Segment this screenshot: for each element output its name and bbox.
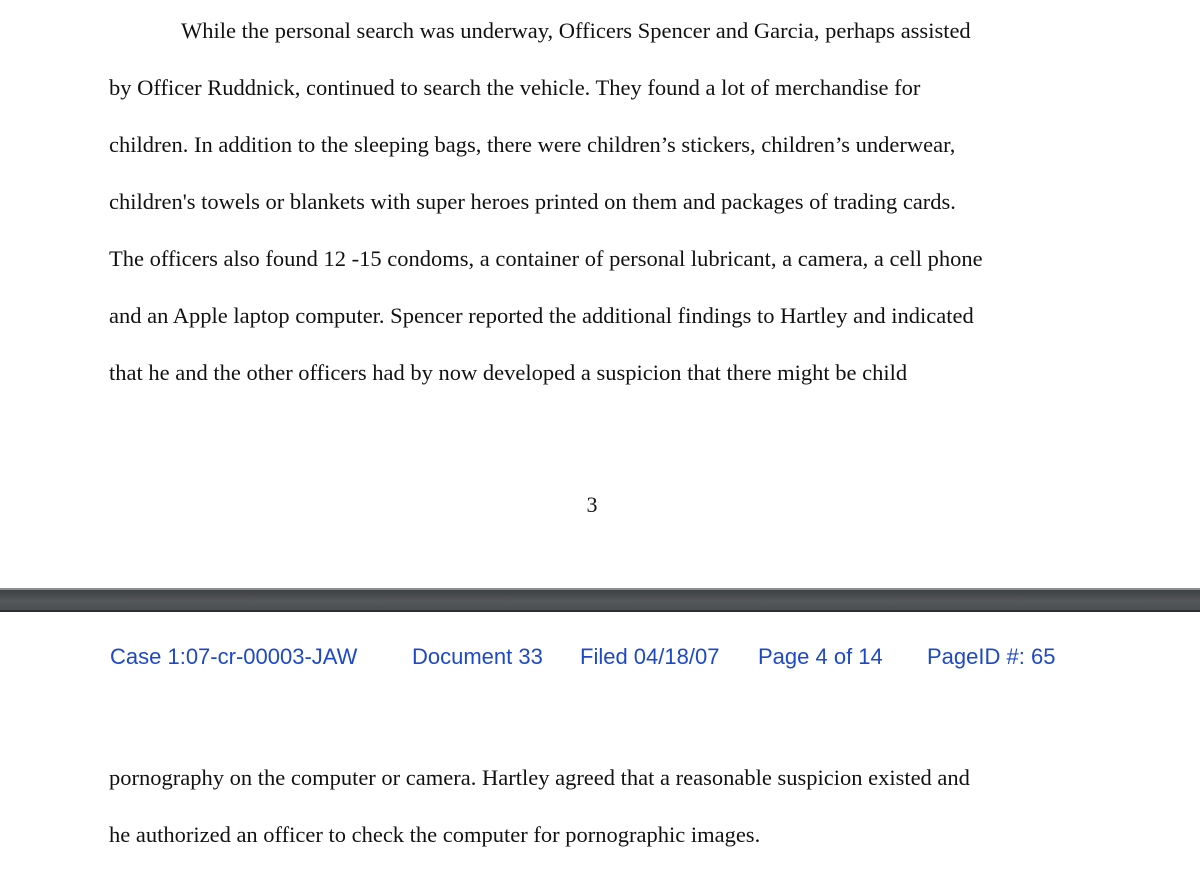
case-number: Case 1:07-cr-00003-JAW	[110, 644, 358, 669]
body-text-line: by Officer Ruddnick, continued to search the vehicle. They found a lot of merchandise for	[109, 75, 921, 100]
body-text-line: and an Apple laptop computer. Spencer reported the additional findings to Hartley and indicated	[109, 303, 974, 328]
page-separator	[0, 588, 1200, 612]
document-page-lower	[0, 612, 1200, 870]
body-text-line: The officers also found 12 -15 condoms, a container of personal lubricant, a camera, a cell phone	[109, 246, 983, 271]
filed-date: Filed 04/18/07	[580, 644, 720, 669]
body-text-line: While the personal search was underway, Officers Spencer and Garcia, perhaps assisted	[181, 18, 971, 43]
body-text-line: children's towels or blankets with super heroes printed on them and packages of trading cards.	[109, 189, 956, 214]
page-id: PageID #: 65	[927, 644, 1056, 669]
case-header	[0, 642, 1200, 672]
page-count: Page 4 of 14	[758, 644, 883, 669]
page-number: 3	[586, 492, 598, 517]
body-text-line: pornography on the computer or camera. Hartley agreed that a reasonable suspicion existed and	[109, 765, 970, 790]
page-separator-edge	[0, 588, 1200, 590]
body-text-line: that he and the other officers had by now developed a suspicion that there might be child	[109, 360, 908, 385]
body-text-line: children. In addition to the sleeping bags, there were children’s stickers, children’s underwear,	[109, 132, 956, 157]
body-text-line: he authorized an officer to check the computer for pornographic images.	[109, 822, 761, 847]
document-number: Document 33	[412, 644, 543, 669]
